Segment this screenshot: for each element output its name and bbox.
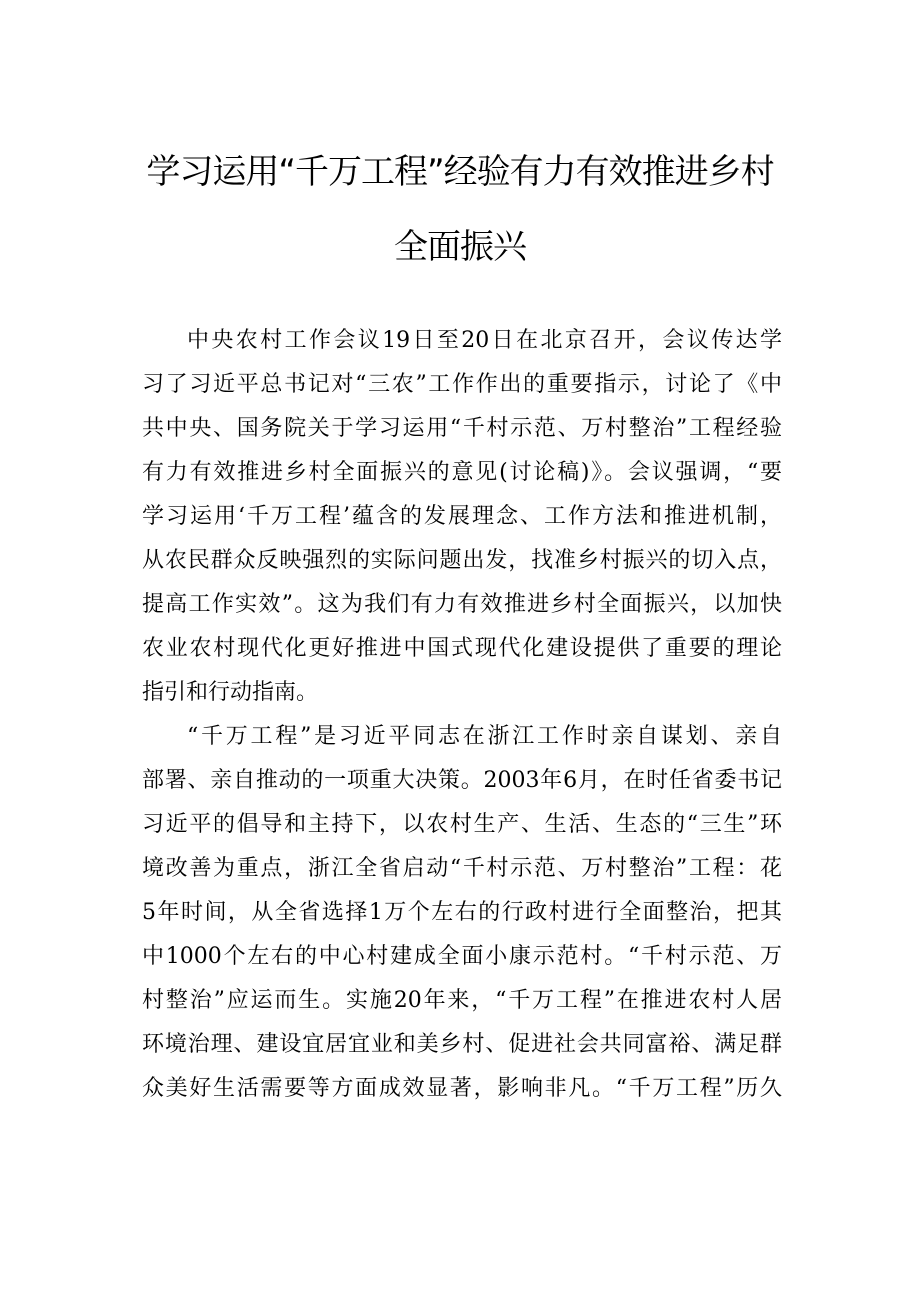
paragraph-line: 从农民群众反映强烈的实际问题出发，找准乡村振兴的切入点， — [142, 548, 782, 573]
paragraph-line: 5年时间，从全省选择1万个左右的行政村进行全面整治，把其 — [142, 900, 782, 925]
document-title-line-2: 全面振兴 — [394, 227, 526, 267]
document-title-line-1: 学习运用“千万工程”经验有力有效推进乡村 — [146, 152, 774, 192]
paragraph-line: 村整治”应运而生。实施20年来，“千万工程”在推进农村人居 — [142, 988, 782, 1013]
paragraph-line: “千万工程”是习近平同志在浙江工作时亲自谋划、亲自 — [187, 724, 782, 749]
paragraph-line: 中央农村工作会议19日至20日在北京召开，会议传达学 — [187, 328, 782, 353]
paragraph-line: 境改善为重点，浙江全省启动“千村示范、万村整治”工程：花 — [142, 856, 782, 881]
paragraph-line: 习近平的倡导和主持下，以农村生产、生活、生态的“三生”环 — [142, 812, 782, 837]
paragraph-line: 众美好生活需要等方面成效显著，影响非凡。“千万工程”历久 — [142, 1076, 782, 1101]
paragraph-line: 习了习近平总书记对“三农”工作作出的重要指示，讨论了《中 — [142, 372, 782, 397]
paragraph-line: 有力有效推进乡村全面振兴的意见(讨论稿)》。会议强调，“要 — [142, 460, 782, 485]
paragraph-line: 学习运用‘千万工程’蕴含的发展理念、工作方法和推进机制， — [142, 504, 782, 529]
paragraph-line: 共中央、国务院关于学习运用“千村示范、万村整治”工程经验 — [142, 416, 782, 441]
paragraph-line: 中1000个左右的中心村建成全面小康示范村。“千村示范、万 — [142, 944, 782, 969]
paragraph-line: 环境治理、建设宜居宜业和美乡村、促进社会共同富裕、满足群 — [142, 1032, 782, 1057]
paragraph-line: 指引和行动指南。 — [142, 680, 319, 705]
paragraph-line: 提高工作实效”。这为我们有力有效推进乡村全面振兴，以加快 — [142, 592, 782, 617]
paragraph-line: 农业农村现代化更好推进中国式现代化建设提供了重要的理论 — [142, 636, 782, 661]
paragraph-line: 部署、亲自推动的一项重大决策。2003年6月，在时任省委书记 — [142, 768, 782, 793]
